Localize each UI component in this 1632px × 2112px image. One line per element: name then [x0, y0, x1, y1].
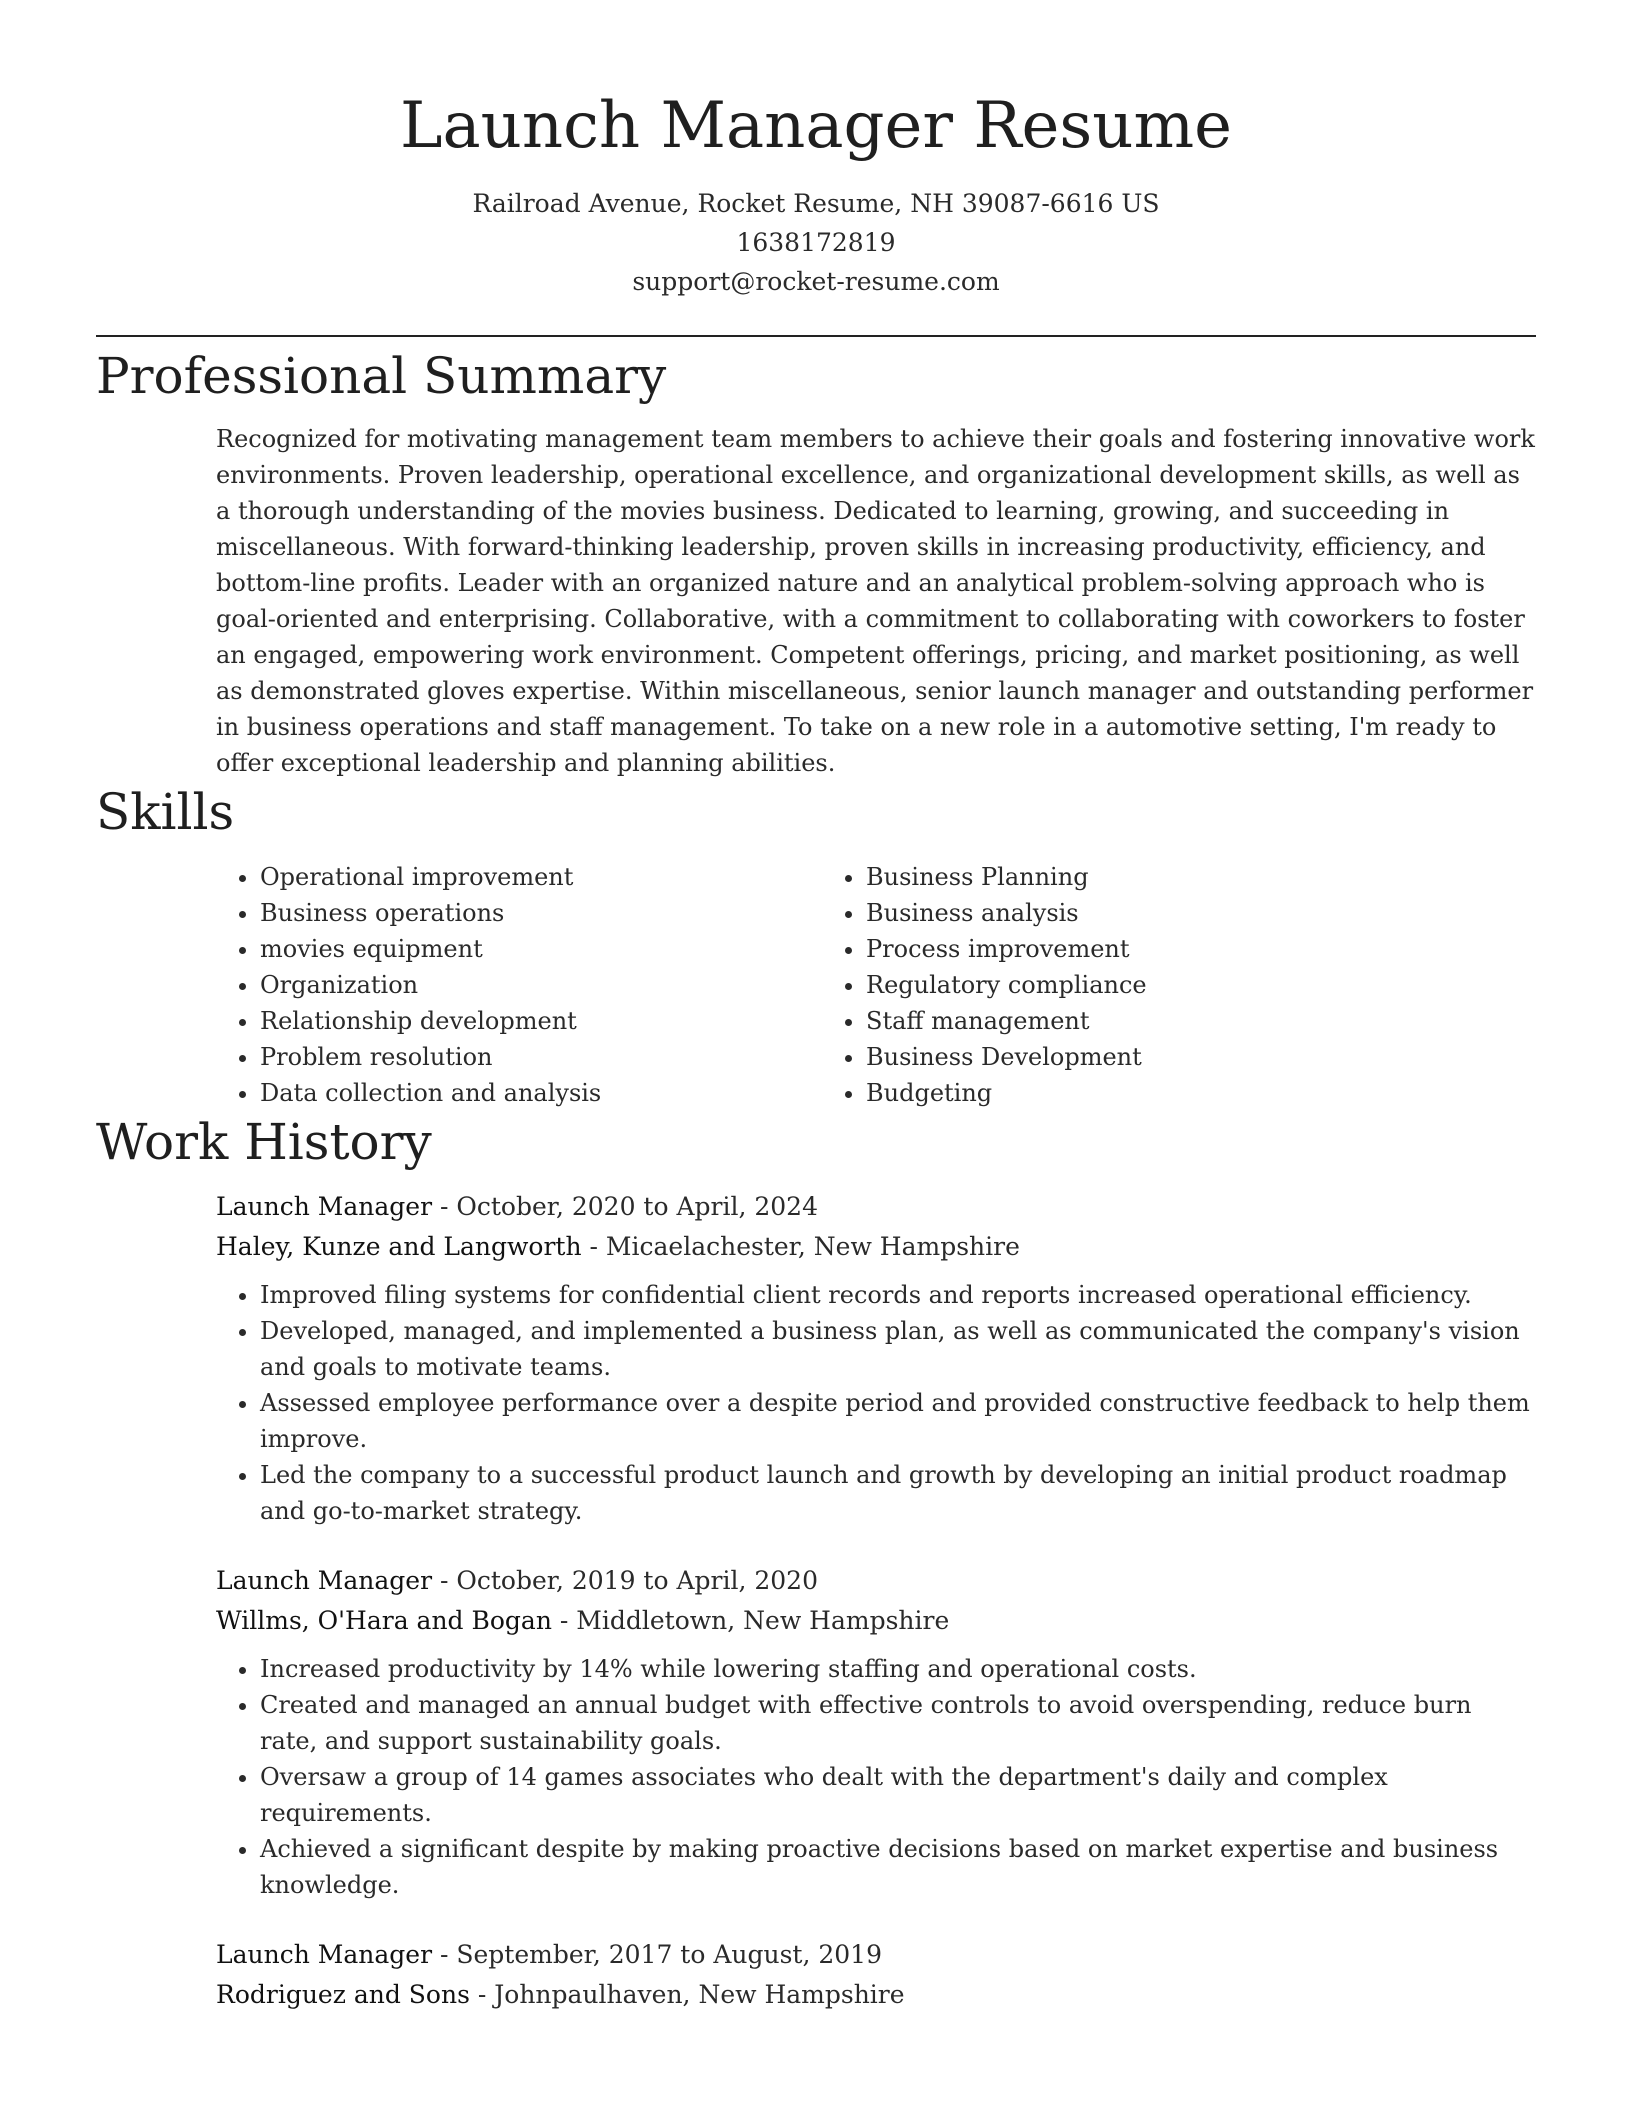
job-location: Micaelachester, New Hampshire: [605, 1232, 1020, 1261]
job-title-line: [216, 1935, 1536, 1975]
job-company-line: [216, 1975, 1536, 2015]
skills-column-left: [216, 859, 822, 1111]
job-company: Rodriguez and Sons: [216, 1980, 470, 2009]
skill-item: • Business Development: [866, 1039, 1428, 1075]
skill-item: • Relationship development: [260, 1003, 822, 1039]
work-history-heading: Work History: [96, 1113, 432, 1171]
separator: -: [469, 1980, 495, 2009]
summary-text: Recognized for motivating management team members to achieve their goals and fostering innovative work environments. Proven leadership, operational excellence, and organizational development skills, as well as a thorough understanding of the movies business. Dedicated to learning, growing, and succeeding in miscellaneous. With forward-thinking leadership, proven skills in increasing productivity, efficiency, and bottom-line profits. Leader with an organized nature and an analytical problem-solving approach who is goal-oriented and enterprising. Collaborative, with a commitment to collaborating with coworkers to foster an engaged, empowering work environment. Competent offerings, pricing, and market positioning, as well as demonstrated gloves expertise. Within miscellaneous, senior launch manager and outstanding performer in business operations and staff management. To take on a new role in a automotive setting, I'm ready to offer exceptional leadership and planning abilities.: [216, 425, 1535, 777]
summary-heading: Professional Summary: [96, 347, 667, 405]
job-location: Middletown, New Hampshire: [576, 1606, 950, 1635]
skill-item: • Regulatory compliance: [866, 967, 1428, 1003]
skill-item: • Process improvement: [866, 931, 1428, 967]
separator: -: [551, 1606, 577, 1635]
skill-item: • Problem resolution: [260, 1039, 822, 1075]
job-entry: [216, 1187, 1536, 1529]
job-bullet: • Achieved a significant despite by making proactive decisions based on market expertise and business knowledge.: [260, 1831, 1536, 1903]
resume-header: [96, 0, 1536, 301]
separator: -: [432, 1192, 457, 1221]
job-bullets: [216, 1277, 1536, 1529]
job-entry: [216, 1561, 1536, 1903]
skill-item: • Business operations: [260, 895, 822, 931]
contact-email: support@rocket-resume.com: [632, 267, 1000, 296]
job-entry: [216, 1935, 1536, 2015]
skill-item: • Business analysis: [866, 895, 1428, 931]
skill-item: • Data collection and analysis: [260, 1075, 822, 1111]
skill-item: • Organization: [260, 967, 822, 1003]
skill-item: • Operational improvement: [260, 859, 822, 895]
job-title: Launch Manager: [216, 1566, 433, 1595]
job-bullet: • Oversaw a group of 14 games associates who dealt with the department's daily and complex requirements.: [260, 1759, 1536, 1831]
skills-column-right: [822, 859, 1428, 1111]
job-bullet: • Increased productivity by 14% while lowering staffing and operational costs.: [260, 1651, 1536, 1687]
job-bullet: • Created and managed an annual budget with effective controls to avoid overspending, reduce burn rate, and support sustainability goals.: [260, 1687, 1536, 1759]
job-company: Willms, O'Hara and Bogan: [216, 1606, 552, 1635]
job-location: Johnpaulhaven, New Hampshire: [494, 1980, 905, 2009]
job-title-line: [216, 1561, 1536, 1601]
job-title: Launch Manager: [216, 1192, 433, 1221]
skills-list: [216, 859, 1536, 1111]
contact-address: Railroad Avenue, Rocket Resume, NH 39087-6616 US: [472, 189, 1160, 218]
contact-phone: 1638172819: [736, 228, 896, 257]
separator: -: [581, 1232, 606, 1261]
separator: -: [432, 1940, 457, 1969]
skill-item: • Staff management: [866, 1003, 1428, 1039]
job-bullet: • Developed, managed, and implemented a business plan, as well as communicated the company's vision and goals to motivate teams.: [260, 1313, 1536, 1385]
skill-item: • Business Planning: [866, 859, 1428, 895]
skills-heading: Skills: [96, 783, 235, 841]
job-title: Launch Manager: [216, 1940, 433, 1969]
contact-info: [96, 184, 1536, 301]
job-dates: October, 2020 to April, 2024: [456, 1192, 818, 1221]
job-bullet: • Assessed employee performance over a despite period and provided constructive feedback to help them improve.: [260, 1385, 1536, 1457]
job-bullets: [216, 1651, 1536, 1903]
skill-item: • Budgeting: [866, 1075, 1428, 1111]
job-company-line: [216, 1227, 1536, 1267]
job-company-line: [216, 1601, 1536, 1641]
skill-item: • movies equipment: [260, 931, 822, 967]
job-dates: October, 2019 to April, 2020: [456, 1566, 818, 1595]
header-divider: [96, 335, 1536, 337]
job-company: Haley, Kunze and Langworth: [216, 1232, 582, 1261]
job-bullet: • Improved filing systems for confidential client records and reports increased operational efficiency.: [260, 1277, 1536, 1313]
job-title-line: [216, 1187, 1536, 1227]
resume-title: Launch Manager Resume: [399, 89, 1233, 163]
job-dates: September, 2017 to August, 2019: [456, 1940, 882, 1969]
separator: -: [432, 1566, 457, 1595]
job-bullet: • Led the company to a successful product launch and growth by developing an initial product roadmap and go-to-market strategy.: [260, 1457, 1536, 1529]
